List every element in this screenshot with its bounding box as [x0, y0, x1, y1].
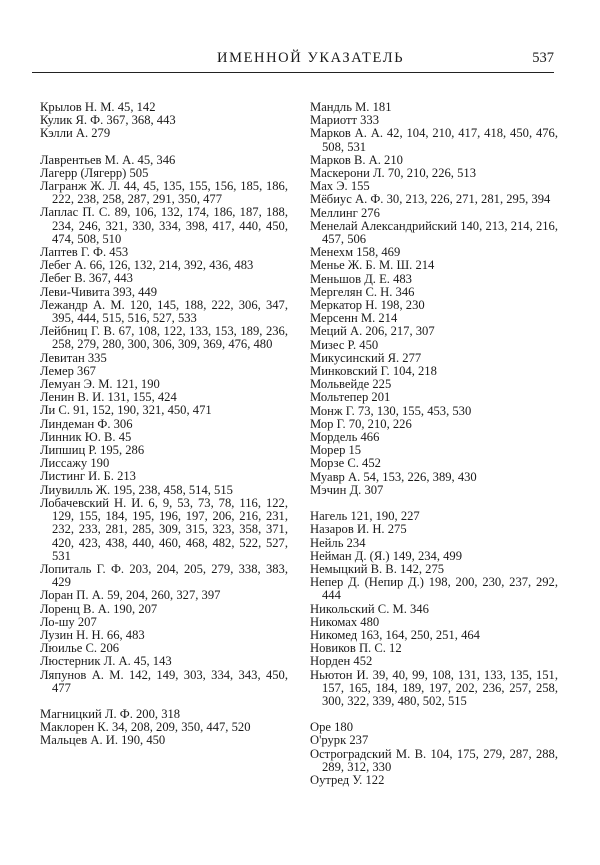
index-entry: Лаплас П. С. 89, 106, 132, 174, 186, 187, 188, 234, 246, 321, 330, 334, 398, 417, 440, 450, 474, 508, 510 [40, 205, 288, 246]
index-entry: Лагерр (Лягерр) 505 [40, 165, 149, 180]
index-entry: Крылов Н. М. 45, 142 [40, 100, 156, 114]
index-entry: Марков В. А. 210 [310, 152, 403, 167]
index-entry: Меркатор Н. 198, 230 [310, 298, 425, 313]
index-entry: Нагель 121, 190, 227 [310, 509, 420, 524]
index-entry: Меций А. 206, 217, 307 [310, 324, 435, 339]
index-entry: Мордель 466 [310, 430, 380, 445]
index-entry: Оутред У. 122 [310, 772, 385, 787]
index-entry: Морзе С. 452 [310, 456, 381, 471]
index-entry: Мёбиус А. Ф. 30, 213, 226, 271, 281, 295, 394 [310, 192, 551, 207]
index-entry: Ленин В. И. 131, 155, 424 [40, 390, 177, 405]
index-entry: Люстерник Л. А. 45, 143 [40, 654, 172, 669]
left-index-column [40, 101, 288, 748]
page-title: ИМЕННОЙ УКАЗАТЕЛЬ [217, 50, 405, 66]
index-entry: Меллинг 276 [310, 205, 380, 220]
index-entry: Лемуан Э. М. 121, 190 [40, 377, 160, 392]
index-entry: Лузин Н. Н. 66, 483 [40, 627, 145, 642]
index-entry: Нейль 234 [310, 535, 366, 550]
index-entry: Линдеман Ф. 306 [40, 416, 133, 431]
index-entry: Кулик Я. Ф. 367, 368, 443 [40, 113, 176, 128]
header-rule [32, 72, 554, 73]
index-entry: Микусинский Я. 277 [310, 350, 422, 365]
index-entry: Лемер 367 [40, 363, 96, 378]
index-entry: Ляпунов А. М. 142, 149, 303, 334, 343, 450, 477 [40, 667, 288, 695]
index-entry: Мольтепер 201 [310, 390, 391, 405]
index-entry: Менехм 158, 469 [310, 245, 401, 260]
index-entry: Морер 15 [310, 443, 362, 458]
index-entry: Немыцкий В. В. 142, 275 [310, 561, 445, 576]
index-entry: Менелай Александрийский 140, 213, 214, 216, 457, 506 [310, 218, 558, 247]
index-entry: Минковский Г. 104, 218 [310, 364, 437, 379]
index-entry: Лоран П. А. 59, 204, 260, 327, 397 [40, 588, 221, 603]
index-entry: Левитан 335 [40, 350, 107, 365]
index-entry: Мариотт 333 [310, 113, 380, 128]
page-number: 537 [532, 50, 554, 66]
index-entry: Лагранж Ж. Л. 44, 45, 135, 155, 156, 185, 186, 222, 238, 258, 287, 291, 350, 477 [40, 179, 288, 207]
index-entry: Меньшов Д. Е. 483 [310, 271, 412, 286]
index-entry: Монж Г. 73, 130, 155, 453, 530 [310, 403, 472, 418]
index-entry: Мизес Р. 450 [310, 337, 379, 352]
index-entry: Лебег А. 66, 126, 132, 214, 392, 436, 483 [40, 258, 254, 273]
index-entry: Маклорен К. 34, 208, 209, 350, 447, 520 [40, 720, 251, 735]
index-entry: Лиссажу 190 [40, 456, 110, 471]
index-entry: Мах Э. 155 [310, 179, 370, 194]
index-entry: Никольский С. М. 346 [310, 601, 429, 616]
index-entry: О'рурк 237 [310, 733, 369, 748]
right-index-column [310, 101, 558, 787]
index-entry: Ньютон И. 39, 40, 99, 108, 131, 133, 135, 151, 157, 165, 184, 189, 197, 202, 236, 257, 258, 300, 322, 339, 480, 502, 515 [310, 667, 558, 708]
index-entry: Листинг И. Б. 213 [40, 469, 136, 484]
index-entry: Никомах 480 [310, 614, 380, 629]
index-entry: Кэлли А. 279 [40, 126, 111, 141]
index-entry: Непер Д. (Непир Д.) 198, 200, 230, 237, 292, 444 [310, 575, 558, 603]
index-entry: Линник Ю. В. 45 [40, 429, 132, 444]
index-entry: Мольвейде 225 [310, 377, 392, 392]
index-entry: Менье Ж. Б. М. Ш. 214 [310, 258, 435, 273]
index-entry: Назаров И. Н. 275 [310, 522, 407, 537]
index-entry: Люилье С. 206 [40, 641, 120, 656]
index-entry: Магницкий Л. Ф. 200, 318 [40, 706, 181, 721]
index-entry: Маскерони Л. 70, 210, 226, 513 [310, 166, 476, 181]
index-entry: Лебег В. 367, 443 [40, 271, 133, 286]
index-entry: Лиувилль Ж. 195, 238, 458, 514, 515 [40, 482, 233, 497]
index-entry: Муавр А. 54, 153, 226, 389, 430 [310, 469, 477, 484]
index-entry: Никомед 163, 164, 250, 251, 464 [310, 627, 480, 642]
index-entry: Оре 180 [310, 720, 354, 735]
index-entry: Норден 452 [310, 654, 373, 669]
index-entry: Лопиталь Г. Ф. 203, 204, 205, 279, 338, 383, 429 [40, 561, 288, 590]
index-entry: Лаврентьев М. А. 45, 346 [40, 152, 176, 167]
index-entry: Лобачевский Н. И. 6, 9, 53, 73, 78, 116, 122, 129, 155, 184, 195, 196, 197, 206, 216, 231, 232, 233, 281, 285, 309, 315, 323, 358, 371, 420, 423, 438, 440, 460, 468, 482, 522, 527, 531 [40, 495, 288, 563]
index-entry: Лоренц В. А. 190, 207 [40, 601, 158, 616]
index-entry: Мандль М. 181 [310, 100, 392, 114]
index-entry: Мерсенн М. 214 [310, 311, 398, 326]
index-entry: Ло-шу 207 [40, 614, 97, 629]
index-entry: Леви-Чивита 393, 449 [40, 284, 158, 299]
index-entry: Ли С. 91, 152, 190, 321, 450, 471 [40, 403, 212, 418]
index-entry: Лежандр А. М. 120, 145, 188, 222, 306, 347, 395, 444, 515, 516, 527, 533 [40, 297, 288, 326]
index-entry: Нейман Д. (Я.) 149, 234, 499 [310, 548, 463, 563]
index-entry: Остроградский М. В. 104, 175, 279, 287, 288, 289, 312, 330 [310, 746, 558, 774]
index-entry: Новиков П. С. 12 [310, 641, 402, 656]
index-entry: Мор Г. 70, 210, 226 [310, 416, 412, 431]
index-entry: Липшиц Р. 195, 286 [40, 443, 145, 458]
index-entry: Лаптев Г. Ф. 453 [40, 245, 129, 260]
index-entry: Лейбниц Г. В. 67, 108, 122, 133, 153, 189, 236, 258, 279, 280, 300, 306, 309, 369, 476, 480 [40, 324, 288, 352]
index-entry: Мальцев А. И. 190, 450 [40, 733, 166, 748]
index-entry: Мергелян С. Н. 346 [310, 284, 415, 299]
index-entry: Марков А. А. 42, 104, 210, 417, 418, 450, 476, 508, 531 [310, 126, 558, 154]
running-header [32, 50, 554, 72]
index-entry: Мэчин Д. 307 [310, 482, 384, 497]
